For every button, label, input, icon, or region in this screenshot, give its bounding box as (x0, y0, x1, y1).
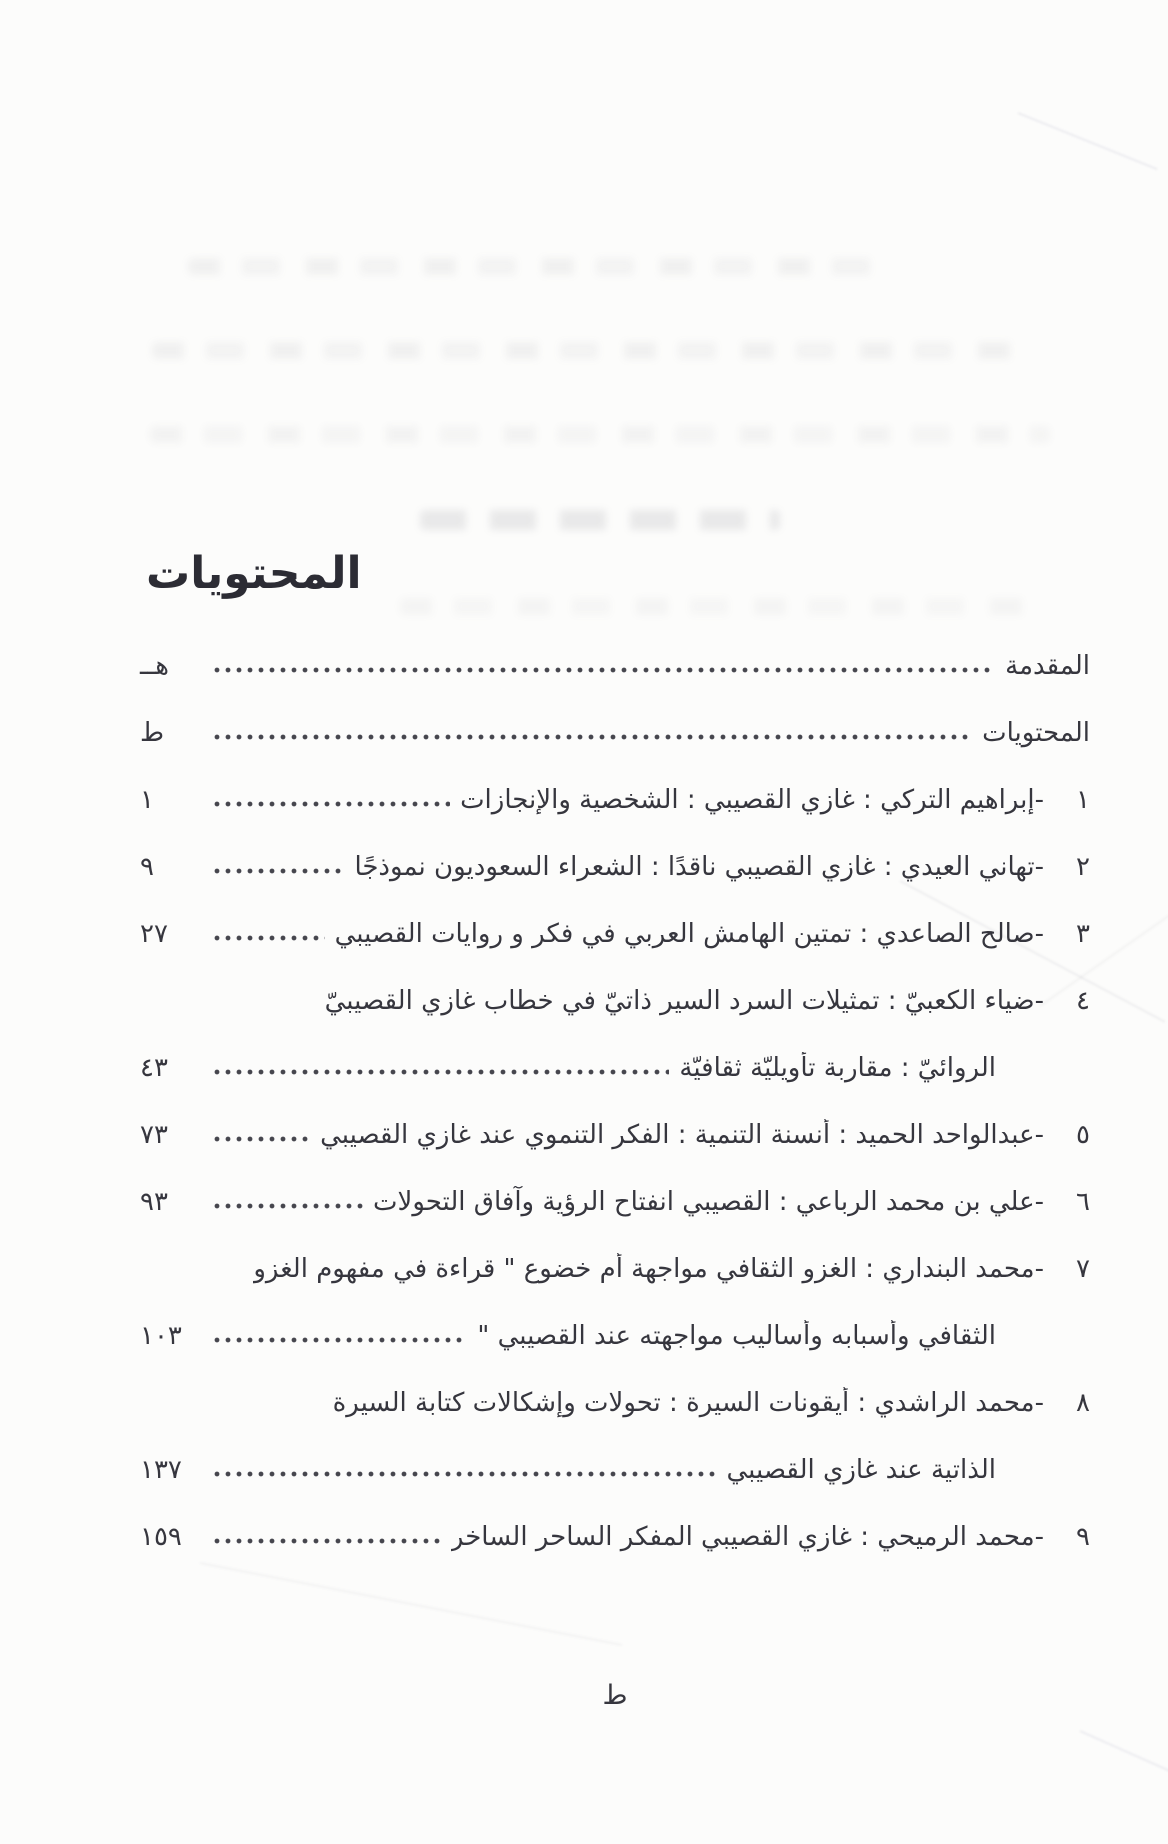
page-title: المحتويات (146, 548, 362, 599)
toc-entry (140, 1102, 1090, 1169)
toc-list (140, 633, 1090, 1571)
toc-page-number: ٩ (140, 852, 154, 883)
footer-page-number: ط (602, 1680, 628, 1711)
entry-title: -محمد الرميحي : غازي القصيبي المفكر الساحر الساخر (450, 1522, 1044, 1553)
toc-page-number: ٤٣ (140, 1053, 168, 1084)
entry-title-continuation: الروائيّ : مقاربة تأويليّة ثقافيّة (679, 1053, 996, 1084)
toc-label: المقدمة (1005, 651, 1090, 682)
toc-entry-line2 (140, 1303, 1090, 1370)
bleed-through-artifact (188, 258, 888, 275)
paper-crease (200, 1562, 622, 1646)
bleed-through-artifact (150, 426, 1050, 443)
entry-title-continuation: الثقافي وأسبابه وأساليب مواجهته عند القصيبي " (477, 1321, 996, 1352)
toc-page-number: ١٠٣ (140, 1321, 182, 1352)
entry-title: -تهاني العيدي : غازي القصيبي ناقدًا : الشعراء السعوديون نموذجًا (354, 852, 1044, 883)
entry-number: ٨ (1076, 1388, 1090, 1419)
toc-entry (140, 1169, 1090, 1236)
toc-entry (140, 901, 1090, 968)
dot-leader (212, 789, 450, 813)
entry-title-continuation: الذاتية عند غازي القصيبي (726, 1455, 996, 1486)
dot-leader (212, 923, 325, 947)
paper-crease (1080, 1730, 1168, 1781)
toc-page-number: ١ (140, 785, 154, 816)
entry-number: ٣ (1076, 919, 1090, 950)
toc-entry (140, 834, 1090, 901)
toc-entry (140, 1504, 1090, 1571)
toc-entry-line1 (140, 1236, 1090, 1303)
toc-page-number: ٧٣ (140, 1120, 168, 1151)
dot-leader (212, 655, 995, 679)
toc-entry-line1 (140, 1370, 1090, 1437)
dot-leader (212, 1325, 467, 1349)
dot-leader (212, 856, 344, 880)
entry-title: -علي بن محمد الرباعي : القصيبي انفتاح الرؤية وآفاق التحولات (373, 1187, 1044, 1218)
toc-page-number: ٩٣ (140, 1187, 168, 1218)
entry-number: ٢ (1076, 852, 1090, 883)
dot-leader (212, 1526, 441, 1550)
entry-title: -إبراهيم التركي : غازي القصيبي : الشخصية والإنجازات (460, 785, 1044, 816)
entry-number: ٧ (1076, 1254, 1090, 1285)
entry-title: -عبدالواحد الحميد : أنسنة التنمية : الفكر التنموي عند غازي القصيبي (320, 1120, 1044, 1151)
toc-label: المحتويات (982, 718, 1090, 749)
toc-page-number: ١٥٩ (140, 1522, 182, 1553)
entry-number: ١ (1076, 785, 1090, 816)
toc-entry (140, 767, 1090, 834)
toc-page-number: ١٣٧ (140, 1455, 182, 1486)
dot-leader (212, 1057, 669, 1081)
toc-row-front-matter (140, 633, 1090, 700)
toc-entry-line2 (140, 1437, 1090, 1504)
dot-leader (212, 1459, 717, 1483)
toc-row-front-matter (140, 700, 1090, 767)
entry-title: -محمد الراشدي : أيقونات السيرة : تحولات وإشكالات كتابة السيرة (332, 1388, 1044, 1419)
toc-page-number: ط (140, 718, 165, 749)
dot-leader (212, 1191, 363, 1215)
entry-title: -صالح الصاعدي : تمتين الهامش العربي في فكر و روايات القصيبي (334, 919, 1044, 950)
dot-leader (212, 722, 972, 746)
entry-number: ٩ (1076, 1522, 1090, 1553)
entry-number: ٦ (1076, 1187, 1090, 1218)
toc-page-number: ٢٧ (140, 919, 168, 950)
dot-leader (212, 1124, 310, 1148)
bleed-through-artifact (152, 342, 1012, 359)
toc-entry-line2 (140, 1035, 1090, 1102)
entry-number: ٥ (1076, 1120, 1090, 1151)
toc-entry-line1 (140, 968, 1090, 1035)
entry-number: ٤ (1076, 986, 1090, 1017)
bleed-through-artifact (420, 510, 780, 530)
entry-title: -محمد البنداري : الغزو الثقافي مواجهة أم خضوع " قراءة في مفهوم الغزو (253, 1254, 1044, 1285)
toc-page-number: هــ (140, 651, 169, 682)
paper-crease (1018, 112, 1158, 170)
entry-title: -ضياء الكعبيّ : تمثيلات السرد السير ذاتيّ في خطاب غازي القصيبيّ (324, 986, 1044, 1017)
bleed-through-artifact (400, 598, 1040, 615)
